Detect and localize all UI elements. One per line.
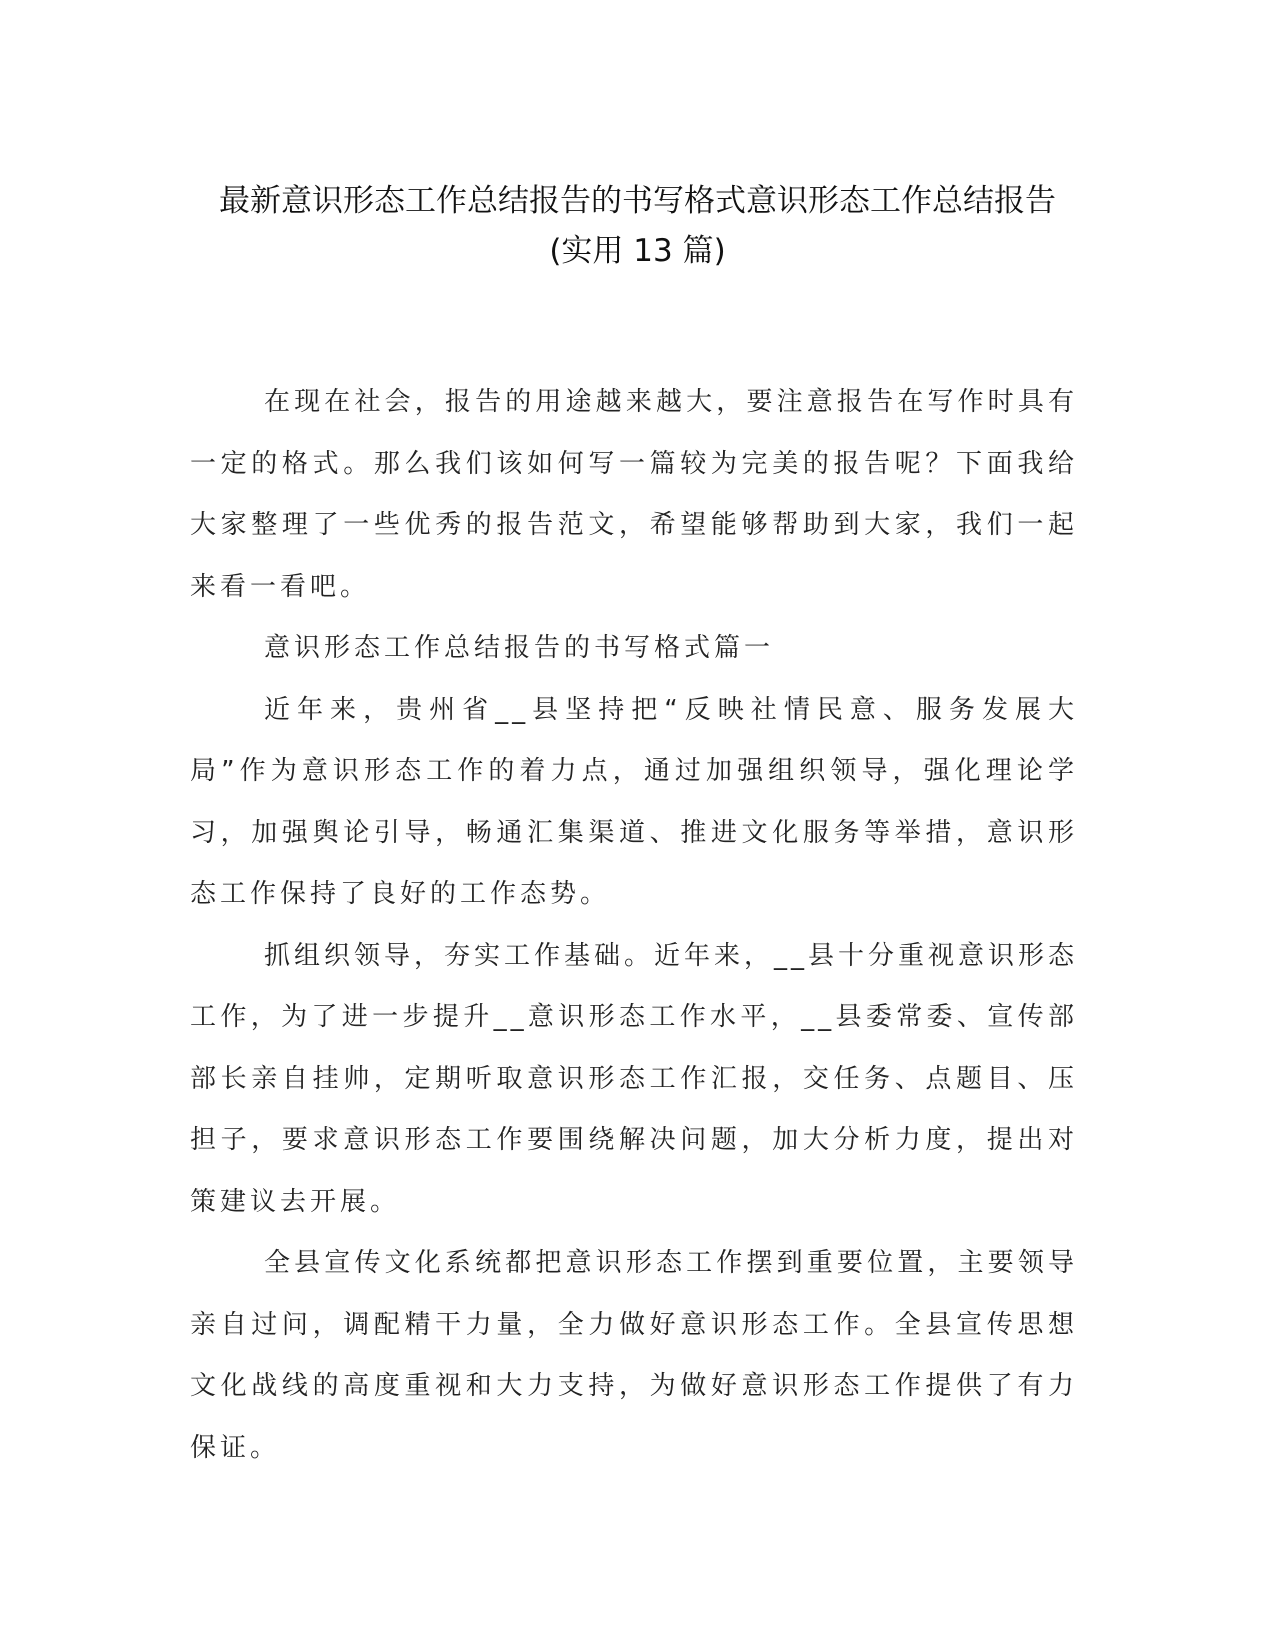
paragraph: 抓组织领导，夯实工作基础。近年来，__县十分重视意识形态工作，为了进一步提升__意识形态工作水平，__县委常委、宣传部部长亲自挂帅，定期听取意识形态工作汇报，交任务、点题目、压担子，要求意识形态工作要围绕解决问题，加大分析力度，提出对策建议去开展。 bbox=[190, 940, 1079, 1217]
title-line-2: (实用 13 篇) bbox=[549, 233, 726, 269]
section-heading: 意识形态工作总结报告的书写格式篇一 bbox=[264, 633, 775, 663]
paragraph: 全县宣传文化系统都把意识形态工作摆到重要位置，主要领导亲自过问，调配精干力量，全力做好意识形态工作。全县宣传思想文化战线的高度重视和大力支持，为做好意识形态工作提供了有力保证。 bbox=[190, 1248, 1078, 1463]
document-body bbox=[190, 372, 1078, 1479]
paragraph: 近年来，贵州省__县坚持把“反映社情民意、服务发展大局”作为意识形态工作的着力点，通过加强组织领导，强化理论学习，加强舆论引导，畅通汇集渠道、推进文化服务等举措，意识形态工作保持了良好的工作态势。 bbox=[190, 694, 1078, 909]
title-line-1: 最新意识形态工作总结报告的书写格式意识形态工作总结报告 bbox=[219, 183, 1056, 219]
paragraph-intro: 在现在社会，报告的用途越来越大，要注意报告在写作时具有一定的格式。那么我们该如何写一篇较为完美的报告呢？下面我给大家整理了一些优秀的报告范文，希望能够帮助到大家，我们一起来看一看吧。 bbox=[190, 387, 1078, 602]
document-title bbox=[150, 176, 1125, 276]
